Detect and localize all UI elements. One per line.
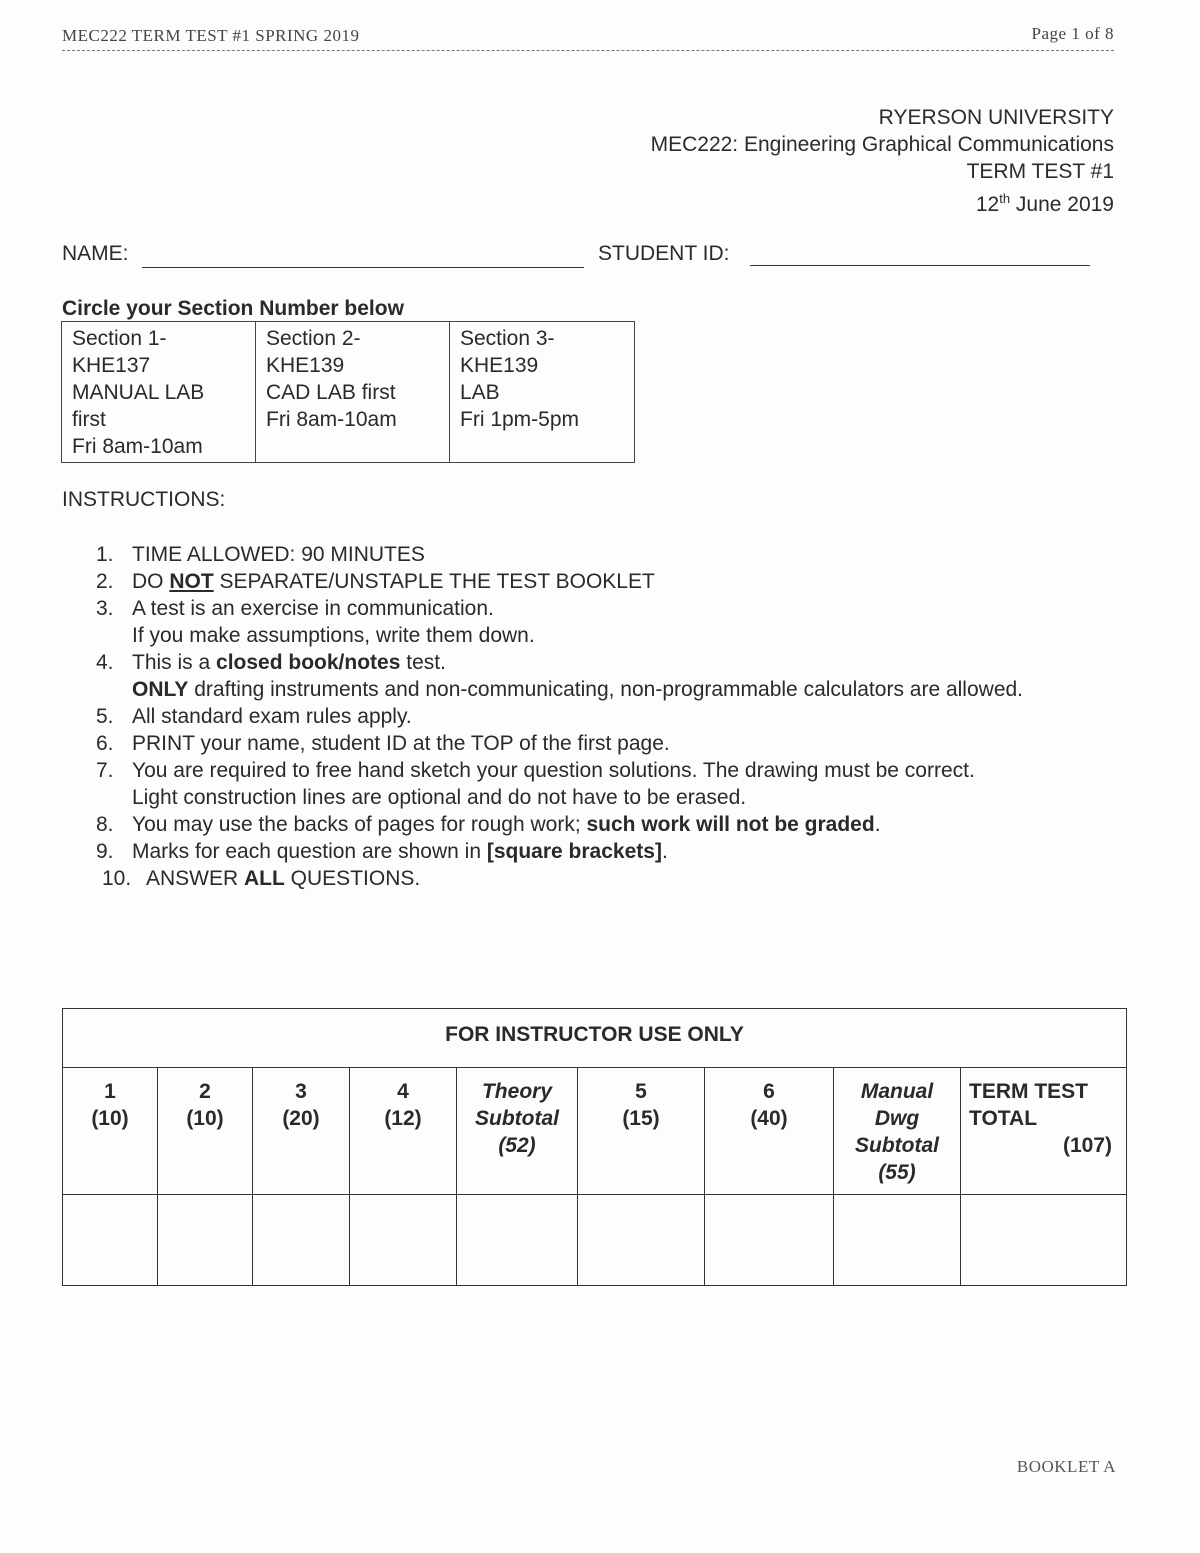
column-header-q2: 2 (10) [158, 1068, 253, 1195]
list-item: 1. TIME ALLOWED: 90 MINUTES [96, 543, 425, 566]
list-item: 10. ANSWER ALL QUESTIONS. [102, 867, 421, 890]
instructions-heading: INSTRUCTIONS: [62, 488, 226, 511]
course-title: MEC222: Engineering Graphical Communications [650, 133, 1114, 156]
test-date: 12th June 2019 [975, 191, 1114, 216]
score-cell-theory-subtotal[interactable] [457, 1195, 578, 1286]
score-cell-q6[interactable] [705, 1195, 834, 1286]
score-cell-manual-dwg-subtotal[interactable] [834, 1195, 961, 1286]
section-2-cell[interactable]: Section 2- KHE139 CAD LAB first Fri 8am-10am [256, 322, 450, 463]
student-id-label: STUDENT ID: [598, 242, 730, 265]
booklet-label: BOOKLET A [1016, 1457, 1116, 1476]
instructor-table [62, 1008, 1127, 1286]
column-header-q4: 4 (12) [350, 1068, 457, 1195]
university-name: RYERSON UNIVERSITY [878, 106, 1114, 129]
student-id-field[interactable] [750, 265, 1090, 266]
list-item: 6. PRINT your name, student ID at the TOP of the first page. [96, 732, 670, 755]
column-header-q6: 6 (40) [705, 1068, 834, 1195]
list-item: 4. This is a closed book/notes test. ONLY drafting instruments and non-communicating, non-programmable calculators are allowed. [96, 651, 1024, 701]
column-header-theory-subtotal: Theory Subtotal (52) [457, 1068, 578, 1195]
column-header-term-test-total: TERM TEST TOTAL (107) [961, 1068, 1127, 1195]
list-item: 8. You may use the backs of pages for rough work; such work will not be graded. [96, 813, 881, 836]
name-field[interactable] [142, 267, 584, 268]
instructions-list [96, 541, 1116, 892]
section-1-cell[interactable]: Section 1- KHE137 MANUAL LAB first Fri 8am-10am [62, 322, 256, 463]
running-header [62, 24, 1114, 51]
list-item: 5. All standard exam rules apply. [96, 705, 412, 728]
column-header-q1: 1 (10) [63, 1068, 158, 1195]
column-header-q5: 5 (15) [578, 1068, 705, 1195]
score-cell-q3[interactable] [253, 1195, 350, 1286]
column-header-q3: 3 (20) [253, 1068, 350, 1195]
list-item: 3. A test is an exercise in communication. If you make assumptions, write them down. [96, 597, 535, 647]
section-3-cell[interactable]: Section 3- KHE139 LAB Fri 1pm-5pm [450, 322, 635, 463]
name-label: NAME: [62, 242, 129, 265]
score-cell-q5[interactable] [578, 1195, 705, 1286]
section-heading: Circle your Section Number below [62, 297, 404, 320]
test-title: TERM TEST #1 [966, 160, 1114, 183]
running-header-title: MEC222 TERM TEST #1 SPRING 2019 [62, 26, 360, 45]
score-cell-q4[interactable] [350, 1195, 457, 1286]
list-item: 7. You are required to free hand sketch your question solutions. The drawing must be correct. Light construction lines are optional and do not have to be erased. [96, 759, 975, 809]
list-item: 2. DO NOT SEPARATE/UNSTAPLE THE TEST BOOKLET [96, 570, 655, 593]
score-cell-q2[interactable] [158, 1195, 253, 1286]
section-table [61, 321, 635, 463]
list-item: 9. Marks for each question are shown in [square brackets]. [96, 840, 668, 863]
instructor-table-title: FOR INSTRUCTOR USE ONLY [63, 1009, 1127, 1068]
page-number: Page 1 of 8 [1031, 24, 1114, 43]
score-cell-term-test-total[interactable] [961, 1195, 1127, 1286]
score-cell-q1[interactable] [63, 1195, 158, 1286]
column-header-manual-dwg-subtotal: Manual Dwg Subtotal (55) [834, 1068, 961, 1195]
university-block [651, 104, 1114, 218]
